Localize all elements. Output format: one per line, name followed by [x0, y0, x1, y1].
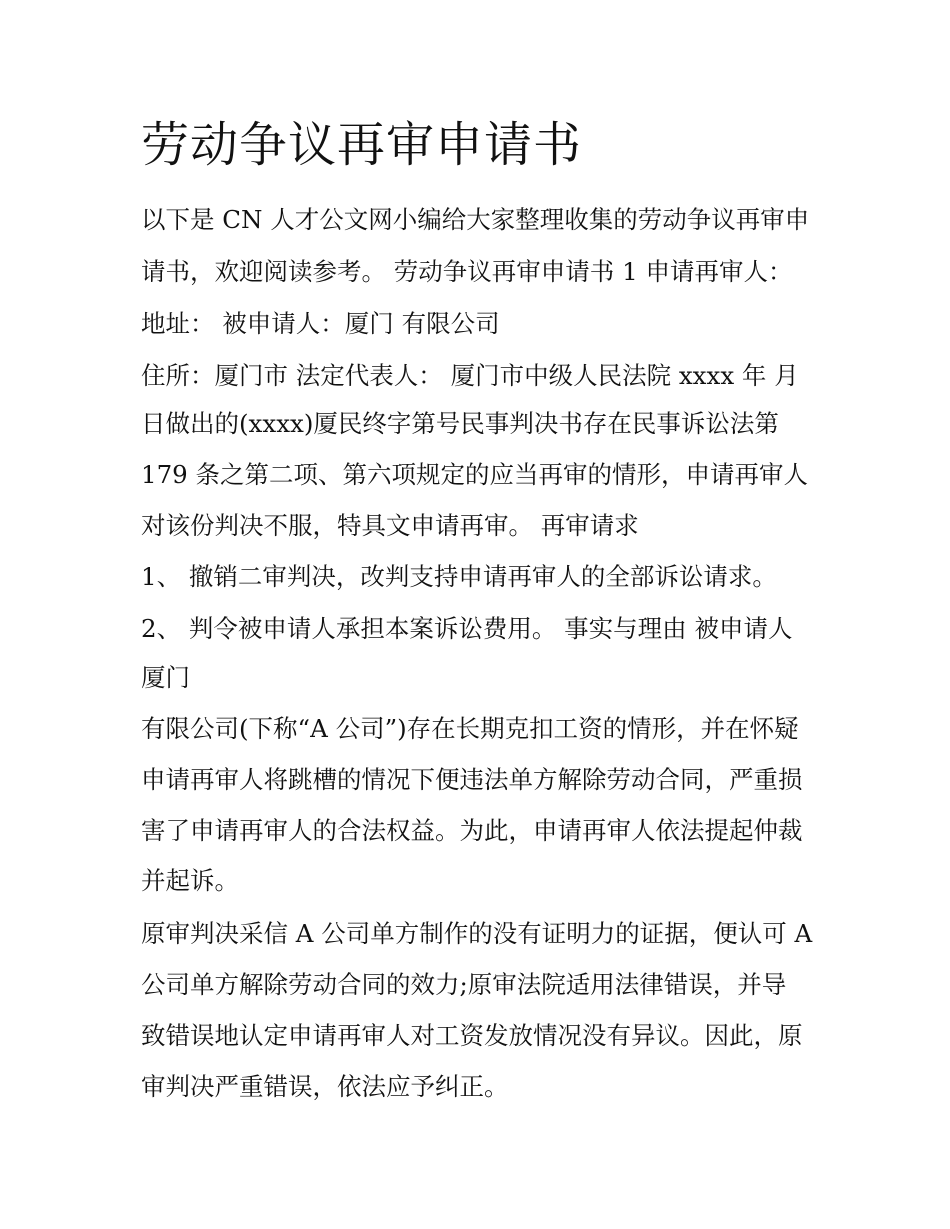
body-line: 地址： 被申请人：厦门 有限公司 — [141, 309, 500, 338]
body-line: 179 条之第二项、第六项规定的应当再审的情形，申请再审人 — [141, 460, 809, 489]
body-line: 公司单方解除劳动合同的效力;原审法院适用法律错误，并导 — [141, 970, 787, 999]
body-line: 审判决严重错误，依法应予纠正。 — [141, 1072, 509, 1101]
body-line: 请书，欢迎阅读参考。 劳动争议再审申请书 1 申请再审人： — [141, 257, 793, 286]
body-line: 害了申请再审人的合法权益。为此，申请再审人依法提起仲裁 — [141, 816, 803, 845]
document-title: 劳动争议再审申请书 — [141, 117, 583, 173]
body-line: 2、 判令被申请人承担本案诉讼费用。 事实与理由 被申请人 — [141, 614, 793, 643]
body-line: 1、 撤销二审判决，改判支持申请再审人的全部诉讼请求。 — [141, 562, 777, 591]
body-line: 申请再审人将跳槽的情况下便违法单方解除劳动合同，严重损 — [141, 765, 803, 794]
body-line: 有限公司(下称“A 公司”)存在长期克扣工资的情形，并在怀疑 — [141, 714, 799, 743]
body-line: 以下是 CN 人才公文网小编给大家整理收集的劳动争议再审申 — [141, 205, 810, 234]
body-line: 对该份判决不服，特具文申请再审。 再审请求 — [141, 511, 639, 540]
body-line: 致错误地认定申请再审人对工资发放情况没有异议。因此，原 — [141, 1021, 803, 1050]
body-line: 住所：厦门市 法定代表人： 厦门市中级人民法院 xxxx 年 月 — [141, 361, 799, 390]
body-line: 并起诉。 — [141, 866, 239, 895]
body-line: 厦门 — [141, 663, 190, 692]
body-line: 日做出的(xxxx)厦民终字第号民事判决书存在民事诉讼法第 — [141, 409, 779, 438]
body-line: 原审判决采信 A 公司单方制作的没有证明力的证据，便认可 A — [141, 919, 813, 948]
